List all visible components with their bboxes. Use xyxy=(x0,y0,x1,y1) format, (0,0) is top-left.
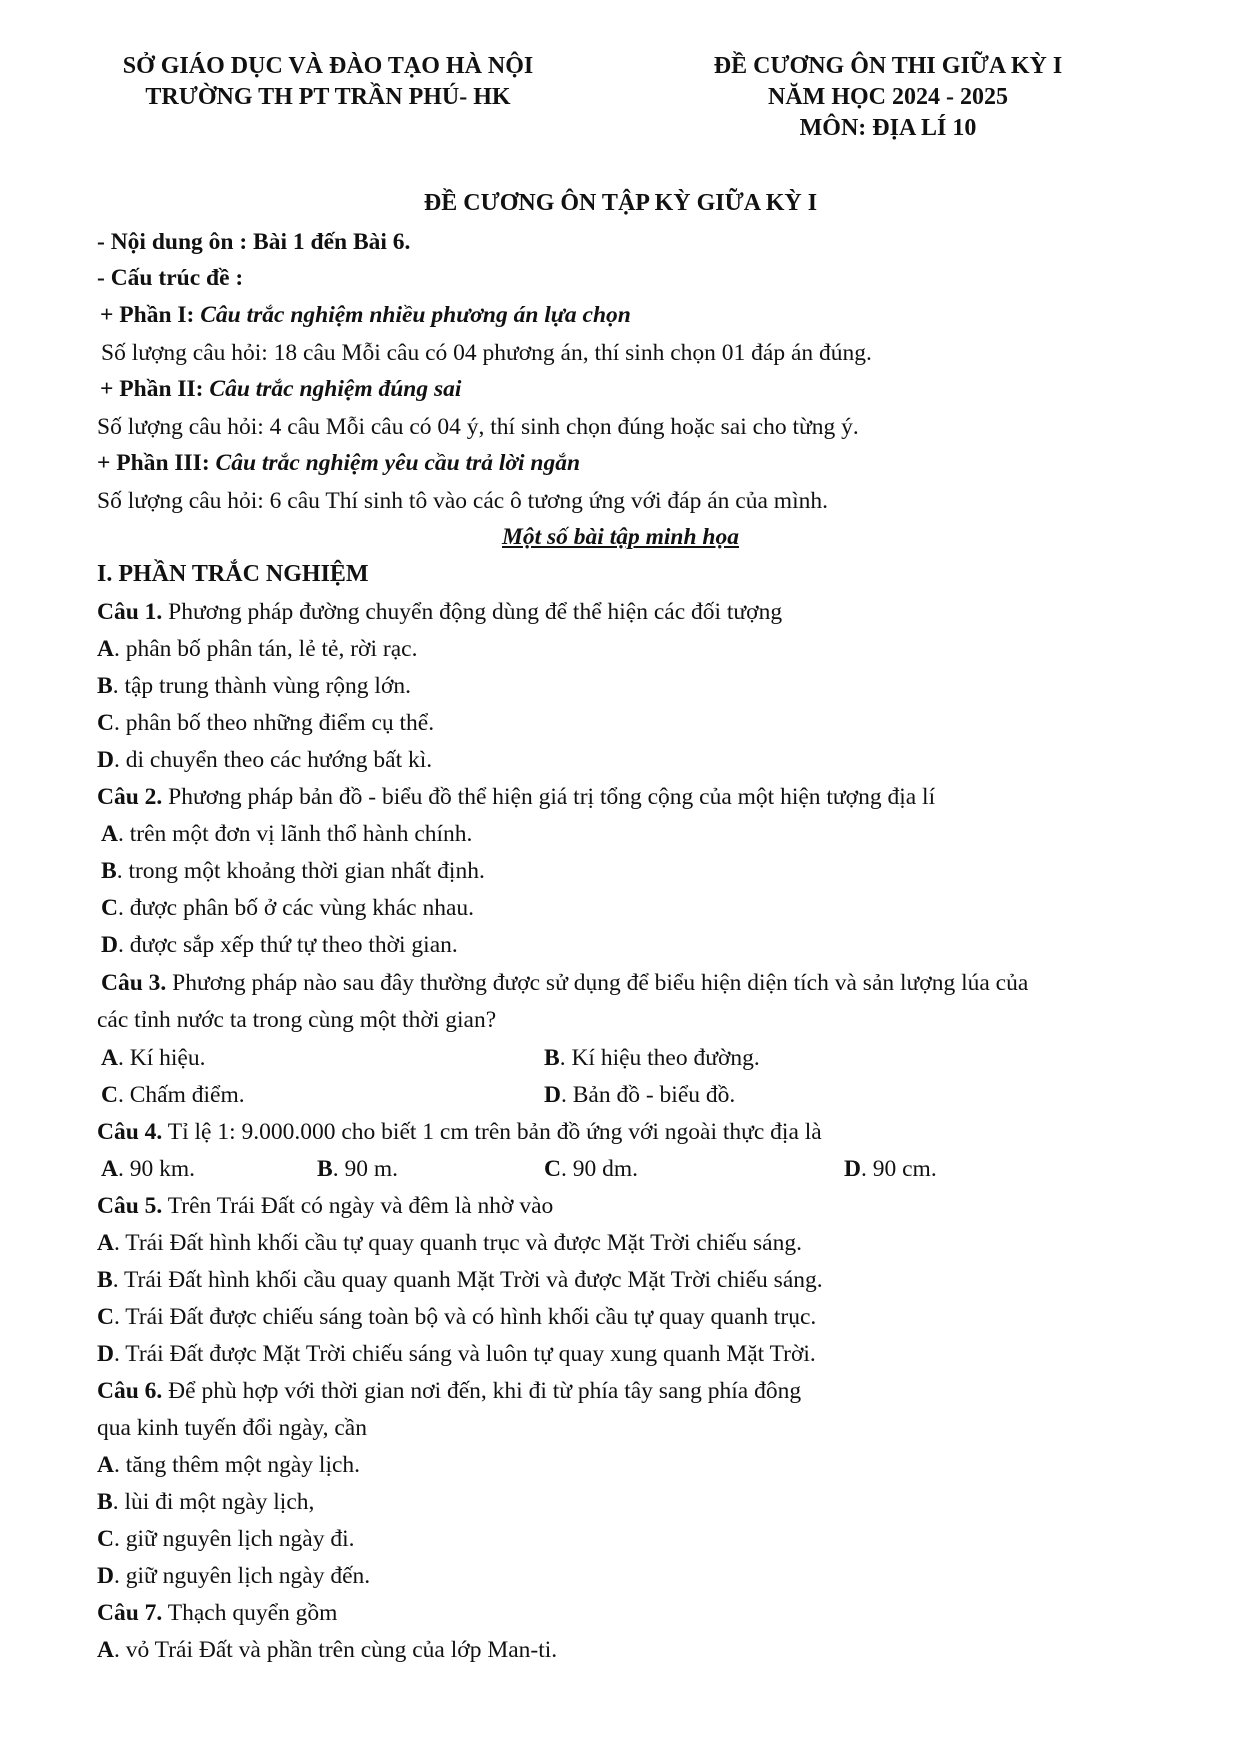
q5-option-b-text: . Trái Đất hình khối cầu quay quanh Mặt Trời và được Mặt Trời chiếu sáng. xyxy=(112,1267,823,1293)
question-2-text: Phương pháp bản đồ - biểu đồ thể hiện giá trị tổng cộng của một hiện tượng địa lí xyxy=(162,784,936,810)
q1-option-a xyxy=(97,633,417,665)
q1-option-a-text: . phân bố phân tán, lẻ tẻ, rời rạc. xyxy=(113,636,418,662)
q6-option-b-text: . lùi đi một ngày lịch, xyxy=(112,1489,315,1515)
q4-option-c-text: . 90 dm. xyxy=(560,1156,639,1182)
q1-option-d-key: D xyxy=(97,747,114,773)
q2-option-b-key: B xyxy=(101,858,117,884)
q6-option-c-key: C xyxy=(97,1526,114,1552)
question-3-label: Câu 3. xyxy=(101,970,167,996)
q5-option-a xyxy=(97,1227,802,1259)
question-4-text: Tỉ lệ 1: 9.000.000 cho biết 1 cm trên bản đồ ứng với ngoài thực địa là xyxy=(162,1119,822,1145)
q6-option-d-key: D xyxy=(97,1563,114,1589)
q4-option-d-text: . 90 cm. xyxy=(860,1156,937,1182)
q1-option-b-key: B xyxy=(97,673,113,699)
question-7-text: Thạch quyển gồm xyxy=(162,1600,338,1626)
q1-option-d-text: . di chuyển theo các hướng bất kì. xyxy=(113,747,433,773)
part-3-prefix: + Phần III: xyxy=(97,450,216,476)
exam-title: ĐỀ CƯƠNG ÔN THI GIỮA KỲ I xyxy=(713,53,1063,79)
question-1 xyxy=(97,596,782,628)
q1-option-b-text: . tập trung thành vùng rộng lớn. xyxy=(112,673,411,699)
q6-option-c xyxy=(97,1523,355,1555)
q5-option-b xyxy=(97,1264,823,1296)
question-2-label: Câu 2. xyxy=(97,784,163,810)
q3-option-b-text: . Kí hiệu theo đường. xyxy=(559,1045,760,1071)
q3-option-c xyxy=(101,1079,245,1111)
q3-option-c-key: C xyxy=(101,1082,118,1108)
q4-option-a xyxy=(101,1153,195,1185)
q2-option-c-text: . được phân bố ở các vùng khác nhau. xyxy=(117,895,475,921)
question-3-continued: các tỉnh nước ta trong cùng một thời gian? xyxy=(97,1007,497,1033)
header-right xyxy=(668,51,1108,144)
question-2 xyxy=(97,781,935,813)
section-title: I. PHẦN TRẮC NGHIỆM xyxy=(97,561,369,587)
q1-option-d xyxy=(97,744,432,776)
q7-option-a-text: . vỏ Trái Đất và phần trên cùng của lớp Man-ti. xyxy=(113,1637,558,1663)
q3-option-a-text: . Kí hiệu. xyxy=(117,1045,206,1071)
q6-option-d xyxy=(97,1560,370,1592)
q4-option-d xyxy=(844,1153,937,1185)
q2-option-d-key: D xyxy=(101,932,118,958)
content-range: - Nội dung ôn : Bài 1 đến Bài 6. xyxy=(97,229,411,255)
q3-option-a-key: A xyxy=(101,1045,118,1071)
part-3-desc: Số lượng câu hỏi: 6 câu Thí sinh tô vào các ô tương ứng với đáp án của mình. xyxy=(97,488,828,514)
part-1-heading xyxy=(100,299,631,331)
q3-option-c-text: . Chấm điểm. xyxy=(117,1082,245,1108)
q2-option-d xyxy=(101,929,458,961)
q2-option-c-key: C xyxy=(101,895,118,921)
question-1-label: Câu 1. xyxy=(97,599,163,625)
q1-option-b xyxy=(97,670,411,702)
part-3-title: Câu trắc nghiệm yêu cầu trả lời ngắn xyxy=(215,450,581,476)
school-year: NĂM HỌC 2024 - 2025 xyxy=(768,84,1008,110)
q5-option-b-key: B xyxy=(97,1267,113,1293)
q1-option-c-text: . phân bố theo những điểm cụ thể. xyxy=(113,710,435,736)
q5-option-c-key: C xyxy=(97,1304,114,1330)
q1-option-c xyxy=(97,707,434,739)
q5-option-c-text: . Trái Đất được chiếu sáng toàn bộ và có hình khối cầu tự quay quanh trục. xyxy=(113,1304,817,1330)
header-left xyxy=(108,51,548,113)
q4-option-a-key: A xyxy=(101,1156,118,1182)
question-3-text: Phương pháp nào sau đây thường được sử dụng để biểu hiện diện tích và sản lượng lúa của xyxy=(166,970,1029,996)
question-6-text: Để phù hợp với thời gian nơi đến, khi đi từ phía tây sang phía đông xyxy=(162,1378,802,1404)
question-7-label: Câu 7. xyxy=(97,1600,163,1626)
q2-option-c xyxy=(101,892,474,924)
q3-option-a xyxy=(101,1042,205,1074)
q6-option-a-key: A xyxy=(97,1452,114,1478)
q5-option-d-key: D xyxy=(97,1341,114,1367)
school-name: TRƯỜNG TH PT TRẦN PHÚ- HK xyxy=(145,84,511,110)
part-2-desc: Số lượng câu hỏi: 4 câu Mỗi câu có 04 ý, thí sinh chọn đúng hoặc sai cho từng ý. xyxy=(97,414,859,440)
q7-option-a xyxy=(97,1634,557,1666)
q2-option-b xyxy=(101,855,485,887)
q3-option-d-text: . Bản đồ - biểu đồ. xyxy=(560,1082,736,1108)
q3-option-b xyxy=(544,1042,760,1074)
question-3 xyxy=(101,967,1028,999)
page-title: ĐỀ CƯƠNG ÔN TẬP KỲ GIỮA KỲ I xyxy=(423,190,818,216)
q1-option-a-key: A xyxy=(97,636,114,662)
question-6-continued: qua kinh tuyến đổi ngày, cần xyxy=(97,1415,367,1441)
q6-option-a xyxy=(97,1449,360,1481)
question-1-text: Phương pháp đường chuyển động dùng để thể hiện các đối tượng xyxy=(162,599,783,625)
subject: MÔN: ĐỊA LÍ 10 xyxy=(799,115,977,141)
q2-option-b-text: . trong một khoảng thời gian nhất định. xyxy=(116,858,485,884)
q2-option-a-key: A xyxy=(101,821,118,847)
question-5-text: Trên Trái Đất có ngày và đêm là nhờ vào xyxy=(162,1193,554,1219)
exercises-title: Một số bài tập minh họa xyxy=(501,524,740,550)
q6-option-b xyxy=(97,1486,314,1518)
q1-option-c-key: C xyxy=(97,710,114,736)
structure-label: - Cấu trúc đề : xyxy=(97,265,244,291)
part-2-title: Câu trắc nghiệm đúng sai xyxy=(209,376,462,402)
q2-option-a xyxy=(101,818,472,850)
q5-option-d xyxy=(97,1338,816,1370)
q2-option-d-text: . được sắp xếp thứ tự theo thời gian. xyxy=(117,932,458,958)
q5-option-c xyxy=(97,1301,816,1333)
part-2-heading xyxy=(100,373,461,405)
q6-option-d-text: . giữ nguyên lịch ngày đến. xyxy=(113,1563,371,1589)
q4-option-c xyxy=(544,1153,638,1185)
q7-option-a-key: A xyxy=(97,1637,114,1663)
part-1-title: Câu trắc nghiệm nhiều phương án lựa chọn xyxy=(200,302,631,328)
q6-option-a-text: . tăng thêm một ngày lịch. xyxy=(113,1452,361,1478)
q6-option-b-key: B xyxy=(97,1489,113,1515)
question-4 xyxy=(97,1116,822,1148)
q4-option-b xyxy=(317,1153,398,1185)
q4-option-b-text: . 90 m. xyxy=(332,1156,398,1182)
question-6 xyxy=(97,1375,801,1407)
q4-option-d-key: D xyxy=(844,1156,861,1182)
q4-option-b-key: B xyxy=(317,1156,333,1182)
part-2-prefix: + Phần II: xyxy=(100,376,210,402)
department-name: SỞ GIÁO DỤC VÀ ĐÀO TẠO HÀ NỘI xyxy=(122,53,534,79)
question-5 xyxy=(97,1190,553,1222)
q3-option-b-key: B xyxy=(544,1045,560,1071)
q3-option-d xyxy=(544,1079,735,1111)
q5-option-d-text: . Trái Đất được Mặt Trời chiếu sáng và luôn tự quay xung quanh Mặt Trời. xyxy=(113,1341,816,1367)
q2-option-a-text: . trên một đơn vị lãnh thổ hành chính. xyxy=(117,821,473,847)
part-1-desc: Số lượng câu hỏi: 18 câu Mỗi câu có 04 phương án, thí sinh chọn 01 đáp án đúng. xyxy=(101,340,872,366)
part-1-prefix: + Phần I: xyxy=(100,302,201,328)
question-7 xyxy=(97,1597,337,1629)
question-5-label: Câu 5. xyxy=(97,1193,163,1219)
q5-option-a-text: . Trái Đất hình khối cầu tự quay quanh trục và được Mặt Trời chiếu sáng. xyxy=(113,1230,802,1256)
q4-option-c-key: C xyxy=(544,1156,561,1182)
q4-option-a-text: . 90 km. xyxy=(117,1156,196,1182)
question-4-label: Câu 4. xyxy=(97,1119,163,1145)
question-6-label: Câu 6. xyxy=(97,1378,163,1404)
q3-option-d-key: D xyxy=(544,1082,561,1108)
part-3-heading xyxy=(97,447,580,479)
q5-option-a-key: A xyxy=(97,1230,114,1256)
q6-option-c-text: . giữ nguyên lịch ngày đi. xyxy=(113,1526,355,1552)
